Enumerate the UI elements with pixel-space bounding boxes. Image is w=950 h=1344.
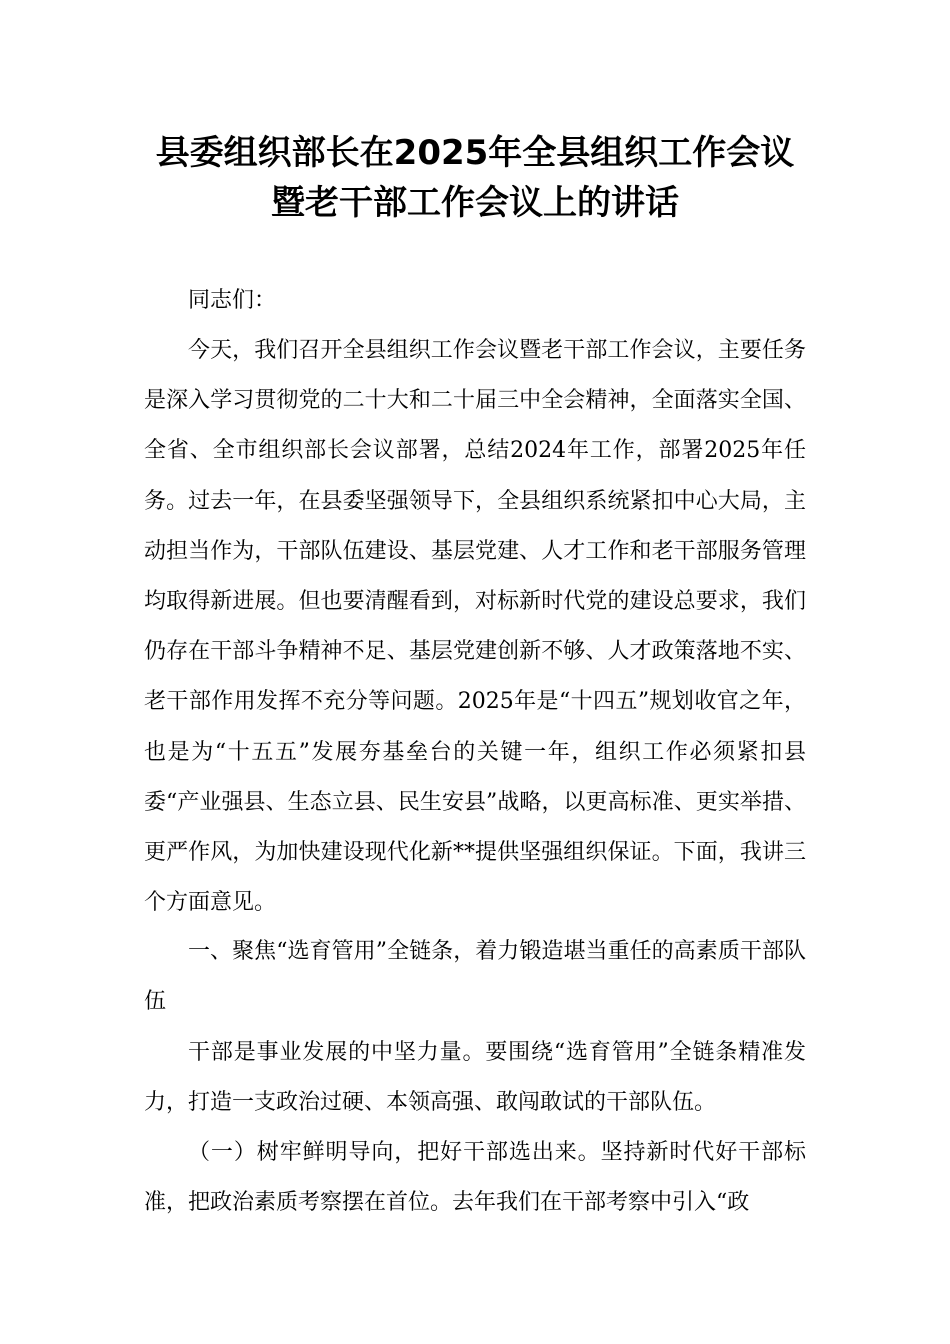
paragraph-intro: 今天，我们召开全县组织工作会议暨老干部工作会议，主要任务是深入学习贯彻党的二十大和二十届三中全会精神，全面落实全国、全省、全市组织部长会议部署，总结2024年工作，部署2025年任务。过去一年，在县委坚强领导下，全县组织系统紧扣中心大局，主动担当作为，干部队伍建设、基层党建、人才工作和老干部服务管理均取得新进展。但也要清醒看到，对标新时代党的建设总要求，我们仍存在干部斗争精神不足、基层党建创新不够、人才政策落地不实、老干部作用发挥不充分等问题。2025年是“十四五”规划收官之年，也是为“十五五”发展夯基垒台的关键一年，组织工作必须紧扣县委“产业强县、生态立县、民生安县”战略，以更高标准、更实举措、更严作风，为加快建设现代化新**提供坚强组织保证。下面，我讲三个方面意见。 <box>144 338 806 916</box>
paragraph-section-1-intro: 干部是事业发展的中坚力量。要围绕“选育管用”全链条精准发力，打造一支政治过硬、本领高强、敢闯敢试的干部队伍。 <box>144 1040 806 1116</box>
document-title-line-1: 县委组织部长在2025年全县组织工作会议 <box>155 133 795 173</box>
section-heading-1: 一、聚焦“选育管用”全链条，着力锻造堪当重任的高素质干部队伍 <box>144 939 806 1015</box>
paragraph-subsection-1: （一）树牢鲜明导向，把好干部选出来。坚持新时代好干部标准，把政治素质考察摆在首位。去年我们在干部考察中引入“政 <box>144 1140 806 1216</box>
document-title-line-2: 暨老干部工作会议上的讲话 <box>271 183 679 223</box>
salutation: 同志们： <box>188 288 277 313</box>
